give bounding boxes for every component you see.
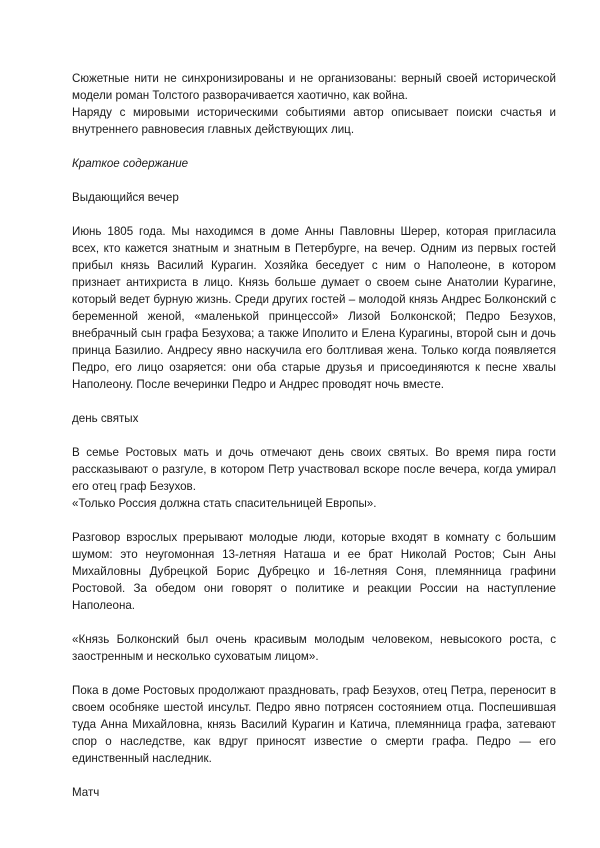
spacer	[72, 512, 556, 529]
section-heading-evening: Выдающийся вечер	[72, 191, 179, 204]
spacer	[72, 767, 556, 784]
spacer	[72, 206, 556, 223]
section-heading-match: Матч	[72, 786, 100, 799]
saints-day-paragraph-1: В семье Ростовых мать и дочь отмечают день своих святых. Во время пира гости рассказывают о разгуле, в котором Петр участвовал вскоре после вечера, когда умирал его отец граф Безухов.	[72, 446, 556, 493]
intro-paragraph-2: Наряду с мировыми историческими событиями автор описывает поиски счастья и внутреннего равновесия главных действующих лиц.	[72, 106, 556, 136]
spacer	[72, 614, 556, 631]
spacer	[72, 172, 556, 189]
intro-paragraph-1: Сюжетные нити не синхронизированы и не организованы: верный своей исторической модели роман Толстого разворачивается хаотично, как война.	[72, 72, 556, 102]
spacer	[72, 138, 556, 155]
evening-paragraph: Июнь 1805 года. Мы находимся в доме Анны Павловны Шерер, которая пригласила всех, кто кажется знатным и знатным в Петербурге, на вечер. Одним из первых гостей прибыл князь Василий Курагин. Хозяйка беседует с ним о Наполеоне, в котором признает антихриста в лицо. Князь больше думает о своем сыне Анатолии Курагине, который ведет бурную жизнь. Среди других гостей – молодой князь Андрес Болконский с беременной женой, «маленькой принцессой» Лизой Болконской; Педро Безухов, внебрачный сын графа Безухова; а также Иполито и Елена Курагины, второй сын и дочь принца Базилио. Андресу явно наскучила его болтливая жена. Только когда появляется Педро, его лицо озаряется: они оба старые друзья и присоединяются к песне хвалы Наполеону. После вечеринки Педро и Андрес проводят ночь вместе.	[72, 225, 556, 391]
saints-day-quote-2: «Князь Болконский был очень красивым молодым человеком, невысокого роста, с заостренным и несколько суховатым лицом».	[72, 633, 556, 663]
spacer	[72, 393, 556, 410]
saints-day-paragraph-3: Пока в доме Ростовых продолжают праздновать, граф Безухов, отец Петра, переносит в своем особняке шестой инсульт. Педро явно потрясен состоянием отца. Поспешившая туда Анна Михайловна, князь Василий Курагин и Катича, племянница графа, затевают спор о наследстве, как вдруг приносят известие о смерти графа. Педро — его единственный наследник.	[72, 684, 556, 765]
section-heading-saints-day: день святых	[72, 412, 139, 425]
spacer	[72, 665, 556, 682]
saints-day-quote-1: «Только Россия должна стать спасительницей Европы».	[72, 497, 377, 510]
saints-day-paragraph-2: Разговор взрослых прерывают молодые люди, которые входят в комнату с большим шумом: это неугомонная 13-летняя Наташа и ее брат Николай Ростов; Сын Аны Михайловны Дубрецкой Борис Дубрецко и 16-летняя Соня, племянница графини Ростовой. За обедом они говорят о политике и реакции России на наступление Наполеона.	[72, 531, 556, 612]
summary-heading: Краткое содержание	[72, 157, 189, 170]
document-page	[72, 70, 556, 801]
spacer	[72, 427, 556, 444]
